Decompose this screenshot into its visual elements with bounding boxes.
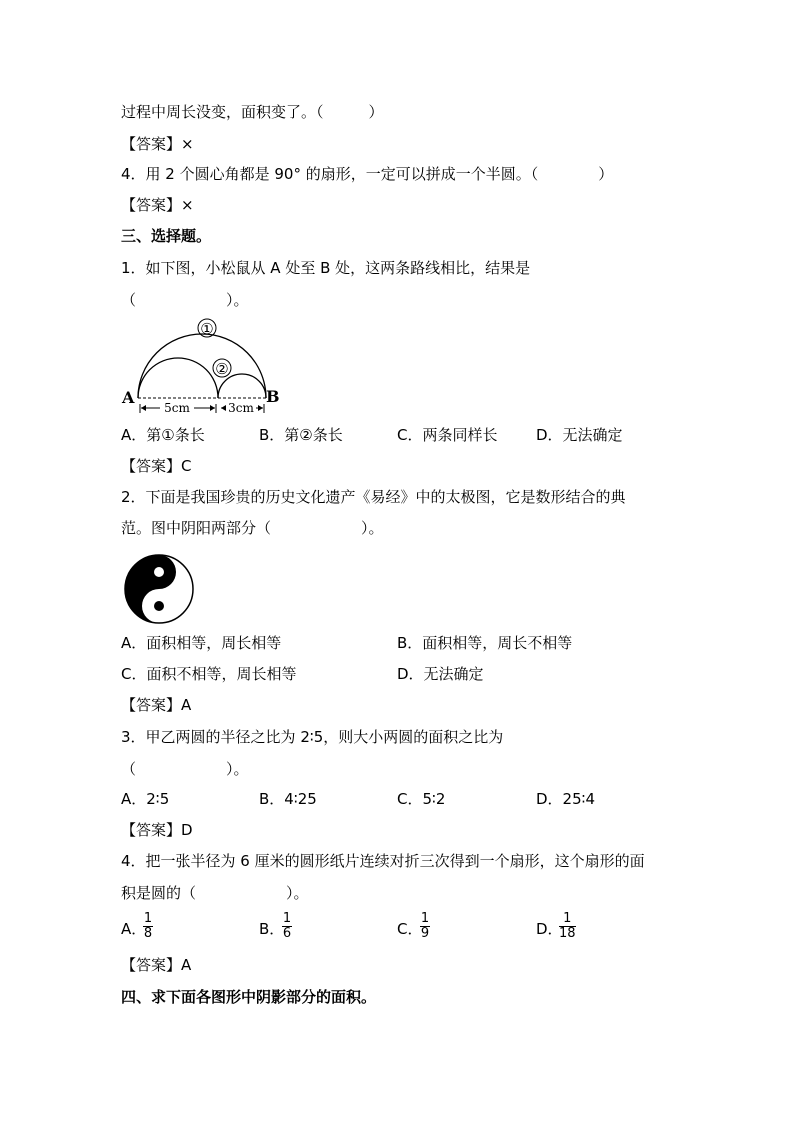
length-3cm-label: 3cm: [228, 401, 254, 415]
q3-option-b: B．4∶25: [259, 790, 317, 808]
q4-option-a-label: A．: [121, 920, 147, 938]
taiji-white-dot: [154, 567, 164, 577]
answer-line: 【答案】A: [121, 696, 192, 714]
question-4-text-cont: 积是圆的（ ）。: [121, 884, 309, 902]
q2-option-c: C．面积不相等，周长相等: [121, 665, 297, 683]
point-a-label: A: [122, 388, 135, 407]
answer-line: 【答案】C: [121, 457, 192, 475]
answer-line: 【答案】×: [121, 135, 194, 153]
question-1-text: 1．如下图，小松鼠从 A 处至 B 处，这两条路线相比，结果是: [121, 259, 531, 277]
question-3-blank: （ ）。: [121, 760, 249, 778]
q3-option-c: C．5∶2: [397, 790, 446, 808]
q3-option-a: A．2∶5: [121, 790, 170, 808]
q3-option-d: D．25∶4: [536, 790, 596, 808]
q2-option-a: A．面积相等，周长相等: [121, 634, 282, 652]
point-b-label: B: [266, 387, 280, 406]
question-2-text-cont: 范。图中阴阳两部分（ ）。: [121, 519, 384, 537]
q2-option-b: B．面积相等，周长不相等: [397, 634, 573, 652]
q1-option-c: C．两条同样长: [397, 426, 498, 444]
q1-option-b: B．第②条长: [259, 426, 343, 444]
taiji-figure: [123, 553, 195, 625]
q4-option-a-fraction: 1 8: [143, 911, 153, 941]
route-1-label: ①: [200, 320, 214, 338]
q4-option-d-label: D．: [536, 920, 563, 938]
q4-option-d-fraction: 1 18: [559, 911, 576, 941]
question-1-blank: （ ）。: [121, 291, 249, 309]
question-tf-4: 4．用 2 个圆心角都是 90° 的扇形，一定可以拼成一个半圆。（ ）: [121, 165, 614, 183]
route-2-label: ②: [215, 360, 229, 378]
answer-line: 【答案】×: [121, 196, 194, 214]
text-line: 过程中周长没变，面积变了。（ ）: [121, 103, 384, 121]
question-3-text: 3．甲乙两圆的半径之比为 2∶5，则大小两圆的面积之比为: [121, 728, 504, 746]
answer-line: 【答案】A: [121, 956, 192, 974]
q1-option-d: D．无法确定: [536, 426, 623, 444]
q2-option-d: D．无法确定: [397, 665, 484, 683]
route-2-arc-5cm: [138, 358, 218, 398]
section-heading-4: 四、求下面各图形中阴影部分的面积。: [121, 988, 377, 1006]
answer-line: 【答案】D: [121, 821, 193, 839]
q4-option-b-fraction: 1 6: [282, 911, 292, 941]
q1-option-a: A．第①条长: [121, 426, 205, 444]
q4-option-c-label: C．: [397, 920, 423, 938]
length-5cm-label: 5cm: [164, 401, 190, 415]
route-figure: [118, 315, 278, 419]
section-heading-3: 三、选择题。: [121, 227, 212, 245]
question-2-text: 2．下面是我国珍贵的历史文化遗产《易经》中的太极图，它是数形结合的典: [121, 488, 626, 506]
question-4-text: 4．把一张半径为 6 厘米的圆形纸片连续对折三次得到一个扇形，这个扇形的面: [121, 852, 645, 870]
q4-option-b-label: B．: [259, 920, 285, 938]
taiji-black-dot: [154, 601, 164, 611]
q4-option-c-fraction: 1 9: [420, 911, 430, 941]
